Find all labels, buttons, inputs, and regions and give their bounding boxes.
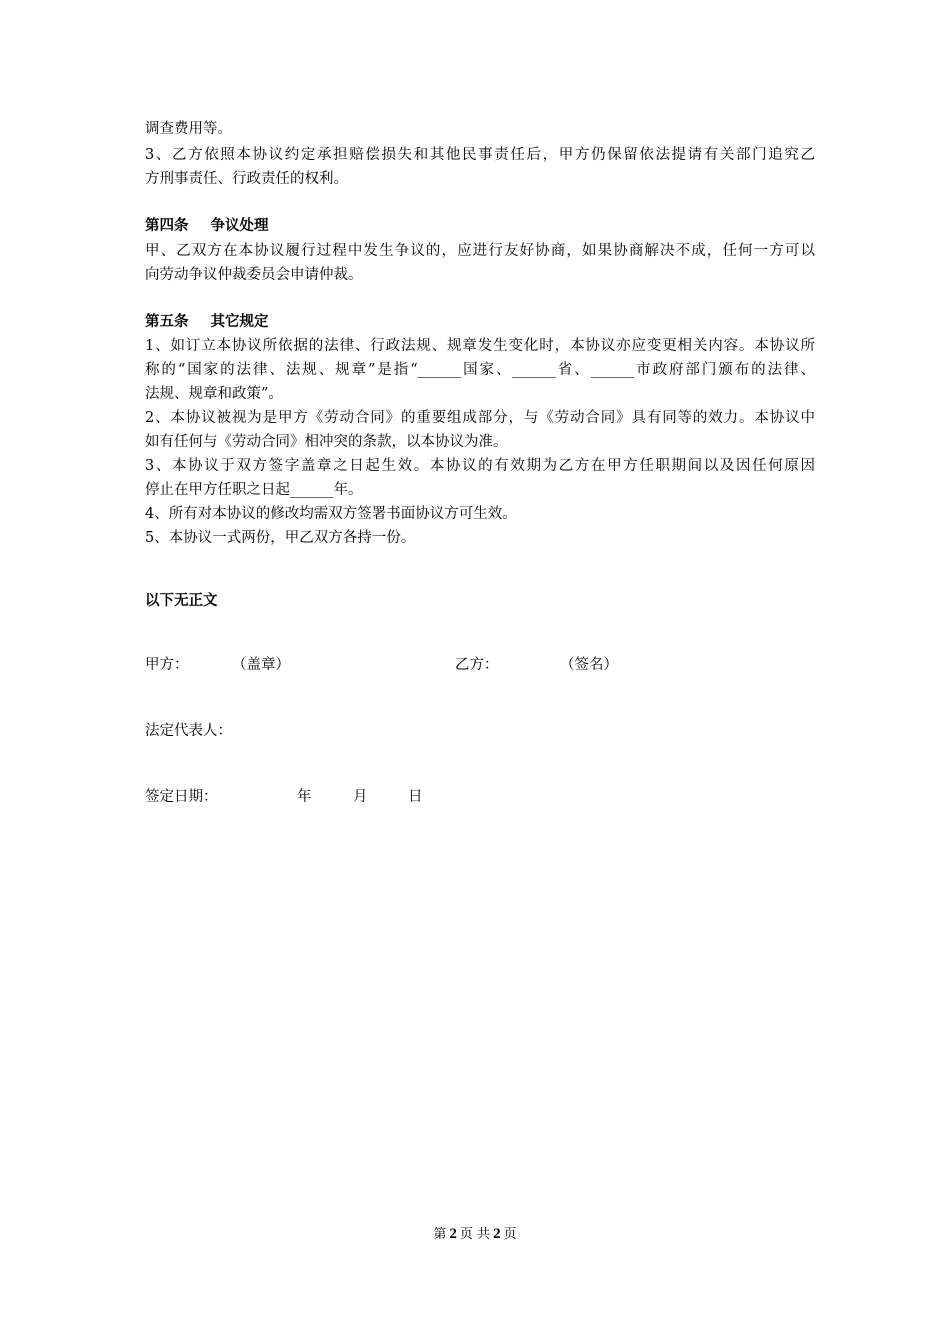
article-5-item-1-line-3: 法规、规章和政策”。 — [145, 386, 283, 402]
article-5-item-1-line-2: 称的“国家的法律、法规、规章”是指“______国家、______省、______市政府部门颁布的法律、 — [145, 362, 815, 378]
article-5-item-2-line-2: 如有任何与《劳动合同》相冲突的条款，以本协议为准。 — [145, 434, 508, 450]
party-b-signature: （签名） — [560, 657, 618, 673]
party-a-seal: （盖章） — [232, 657, 290, 673]
date-month: 月 — [353, 789, 368, 805]
date-year: 年 — [297, 789, 312, 805]
current-page-number: 2 — [449, 1226, 457, 1242]
footer-suffix: 页 — [503, 1227, 517, 1242]
party-a-label: 甲方： — [145, 657, 189, 673]
total-page-number: 2 — [493, 1226, 501, 1242]
article-4-number: 第四条 — [145, 218, 189, 234]
article-5-item-2-line-1: 2、本协议被视为是甲方《劳动合同》的重要组成部分，与《劳动合同》具有同等的效力。本协议中 — [145, 410, 815, 426]
page-footer — [0, 1224, 950, 1245]
article-5-item-5: 5、本协议一式两份，甲乙双方各持一份。 — [145, 530, 416, 546]
article-5-heading — [145, 311, 269, 333]
date-day: 日 — [408, 789, 423, 805]
legal-representative-label: 法定代表人： — [145, 723, 232, 739]
article-5-title: 其它规定 — [210, 314, 269, 330]
clause-3-line-1: 3、乙方依照本协议约定承担赔偿损失和其他民事责任后，甲方仍保留依法提请有关部门追究乙 — [145, 147, 815, 163]
article-4-heading — [145, 215, 269, 237]
clause-3-line-2: 方刑事责任、行政责任的权利。 — [145, 171, 348, 187]
clause-continuation: 调查费用等。 — [145, 121, 232, 137]
article-5-item-1-line-1: 1、如订立本协议所依据的法律、行政法规、规章发生变化时，本协议亦应变更相关内容。本协议所 — [145, 338, 815, 354]
article-5-item-3-line-2: 停止在甲方任职之日起______年。 — [145, 482, 363, 498]
party-b-label: 乙方： — [455, 657, 499, 673]
end-of-text-note: 以下无正文 — [145, 593, 218, 609]
footer-prefix: 第 — [433, 1227, 447, 1242]
article-4-line-1: 甲、乙双方在本协议履行过程中发生争议的，应进行友好协商，如果协商解决不成，任何一方可以 — [145, 243, 815, 259]
article-4-title: 争议处理 — [210, 218, 269, 234]
article-4-line-2: 向劳动争议仲裁委员会申请仲裁。 — [145, 267, 363, 283]
article-5-number: 第五条 — [145, 314, 189, 330]
article-5-item-4: 4、所有对本协议的修改均需双方签署书面协议方可生效。 — [145, 506, 517, 522]
signing-date-label: 签定日期： — [145, 789, 218, 805]
footer-mid: 页 共 — [459, 1227, 491, 1242]
article-5-item-3-line-1: 3、本协议于双方签字盖章之日起生效。本协议的有效期为乙方在甲方任职期间以及因任何原因 — [145, 458, 815, 474]
